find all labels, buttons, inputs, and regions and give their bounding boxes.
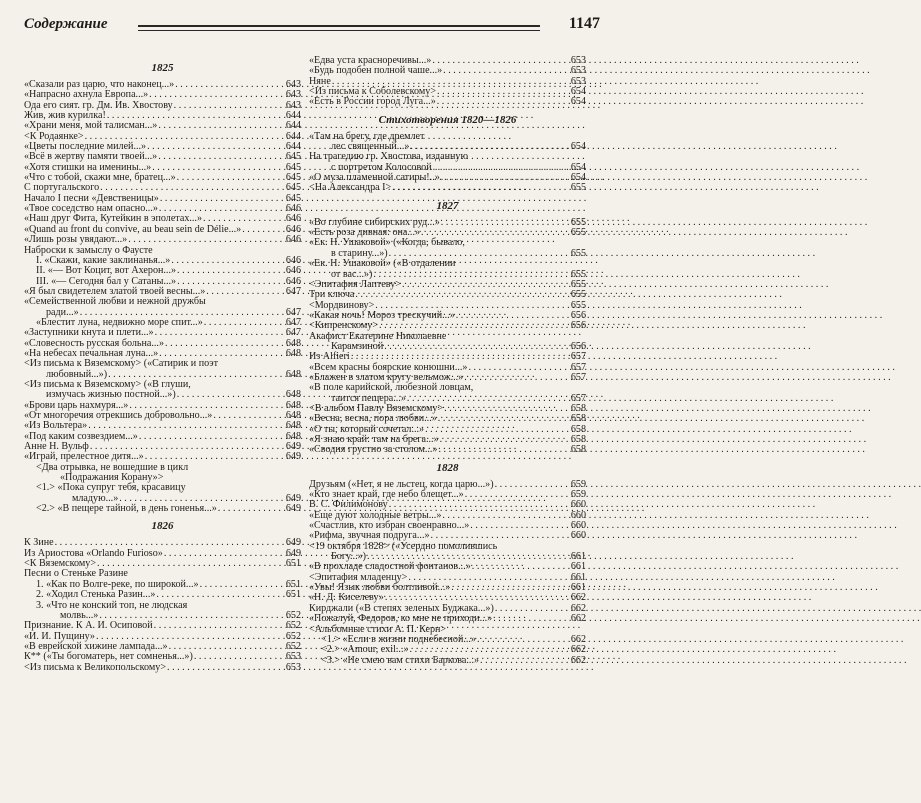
toc-entry-page: 648 — [285, 368, 301, 380]
toc-entry-title: Ода его сият. гр. Дм. Ив. Хвостову — [24, 99, 173, 111]
toc-entry-title: «Сказали раз царю, что наконец...» — [24, 79, 175, 90]
toc-entry-title: «Пожалуй, Федоров, ко мне не приходи...» — [309, 613, 493, 625]
toc-entry-page: 655 — [570, 278, 586, 290]
toc-entry-title: «Какая ночь! Мороз трескучий...» — [309, 309, 455, 321]
dot-leader — [438, 445, 567, 455]
toc-entry-title: «На небесах печальная луна...» — [24, 347, 159, 359]
toc-entry-title: <Из письма к Великопольскому> — [24, 661, 167, 673]
toc-entry-page: 648 — [285, 420, 301, 432]
dot-leader — [154, 621, 282, 631]
toc-entry-title: «Цветы последние милей...» — [24, 141, 147, 153]
toc-entry-page: 646 — [285, 234, 301, 246]
toc-entry-title: <Из письма к Соболевскому> — [309, 86, 437, 98]
toc-entry-page: 652 — [285, 630, 301, 642]
toc-entry-title: <К Родаянке> — [24, 130, 84, 142]
toc-entry-page: 655 — [570, 268, 586, 280]
toc-entry-title: «Quand au front du convive, au beau sein de Délie...» — [24, 223, 242, 235]
toc-entry-title: «Брови царь нахмуря...» — [24, 399, 129, 411]
toc-entry-title: «О ты, который сочетал...» — [309, 423, 425, 435]
toc-entry-title: 1. «Как по Волге-реке, по широкой...» — [36, 578, 199, 590]
toc-entry-page: 654 — [570, 96, 586, 108]
dot-leader — [437, 97, 567, 107]
toc-entry-title: Друзьям («Нет, я не льстец, когда царю...») — [309, 478, 494, 490]
toc-entry-title: молвь...» — [60, 609, 99, 621]
toc-entry-title: «Храни меня, мой талисман...» — [24, 120, 158, 132]
toc-entry-title: «Ек. Н. Ушаковой» («В отдалении — [309, 258, 456, 270]
dot-leader — [464, 373, 567, 383]
toc-entry-page: 660 — [570, 530, 586, 542]
toc-entry-page: 655 — [570, 299, 586, 311]
toc-entry-title: <Два отрывка, не вошедшие в цикл — [36, 461, 189, 473]
toc-entry-page: 657 — [570, 371, 586, 383]
toc-entry[interactable] — [309, 97, 586, 107]
dot-leader — [167, 663, 282, 673]
toc-entry-page: 657 — [570, 392, 586, 404]
toc-entry-page: 646 — [285, 275, 301, 287]
toc-entry[interactable] — [309, 645, 586, 655]
page-number: 1147 — [568, 15, 600, 32]
dot-leader — [218, 504, 282, 514]
toc-entry-title: «Я был свидетелем златой твоей весны...» — [24, 285, 206, 297]
toc-entry-page: 648 — [285, 337, 301, 349]
toc-entry-page: 644 — [285, 141, 301, 153]
toc-entry-title: «В еврейской хижине лампада...» — [24, 640, 168, 652]
toc-entry-page: 644 — [285, 130, 301, 142]
toc-entry-page: 652 — [285, 609, 301, 621]
toc-entry-title: Наброски к замыслу о Фаусте — [24, 244, 153, 256]
toc-entry-title: Из Alfieri — [309, 351, 350, 363]
toc-entry-title: «Есть в России город Луга...» — [309, 96, 436, 108]
toc-entry-page: 656 — [570, 320, 586, 332]
toc-entry-page: 656 — [570, 340, 586, 352]
toc-entry-page: 654 — [570, 172, 586, 184]
toc-entry-page: 648 — [285, 410, 301, 421]
toc-entry[interactable] — [309, 183, 586, 193]
toc-entry-title: таится пещера...» — [331, 392, 406, 404]
toc-entry-page: 649 — [285, 492, 301, 504]
toc-entry-title: <1.> «Пока супруг тебя, красавицу — [36, 482, 186, 494]
toc-entry-title: «Я знаю край: там на брега...» — [309, 434, 439, 445]
toc-entry-page: 644 — [285, 110, 301, 122]
toc-entry[interactable] — [24, 504, 301, 514]
toc-entry-title: «Словесность русская больна...» — [24, 337, 165, 349]
toc-entry-page: 661 — [570, 582, 586, 594]
toc-entry-page: 655 — [570, 216, 586, 228]
toc-entry-title: «Весна, весна, пора любви...» — [309, 413, 437, 425]
header-rule — [138, 25, 540, 31]
toc-entry[interactable] — [24, 297, 301, 307]
toc-entry-title: Кирджали («В степях зеленых Буджака...») — [309, 602, 494, 614]
toc-entry-page: 658 — [570, 434, 586, 445]
toc-entry-page: 651 — [285, 589, 301, 601]
toc-entry-page: 658 — [570, 444, 586, 456]
toc-entry-page: 653 — [570, 75, 586, 87]
dot-leader — [194, 652, 282, 662]
toc-entry-page: 660 — [570, 509, 586, 521]
toc-entry-title: младую...» — [72, 492, 119, 504]
toc-entry-page: 661 — [570, 571, 586, 583]
section-heading: 1827 — [436, 199, 459, 212]
toc-entry-title: <2.> «Amour, exil...» — [321, 644, 409, 656]
toc-entry-title: Акафист Екатерине Николаевне — [309, 330, 447, 342]
toc-entry-title: «Напрасно ахнула Европа...» — [24, 89, 149, 101]
toc-entry-page: 662 — [570, 633, 586, 645]
toc-entry-title: «Что с тобой, скажи мне, братец...» — [24, 172, 176, 184]
toc-entry-title: «Подражания Корану»> — [60, 472, 164, 484]
toc-entry-page: 645 — [285, 151, 301, 163]
toc-entry-title: С португальского — [24, 182, 100, 194]
toc-entry-page: 649 — [285, 503, 301, 515]
toc-entry-page: 645 — [285, 161, 301, 173]
dot-leader — [493, 614, 567, 624]
toc-entry-title: <3.> «Не смею вам стихи Баркова...» — [321, 654, 480, 666]
toc-entry-title: <19 октября 1828> («Усердно помолившись — [309, 540, 498, 552]
section-heading: Стихотворения 1820—1826 — [378, 113, 517, 126]
toc-entry-title: «Играй, прелестное дитя...» — [24, 451, 144, 463]
toc-entry-title: Жив, жив курилка! — [24, 110, 106, 122]
toc-entry-title: «Твое соседство нам опасно...» — [24, 203, 158, 215]
toc-entry-page: 658 — [570, 402, 586, 414]
toc-entry-title: К** («Ты богоматерь, нет сомненья...») — [24, 651, 193, 663]
dot-leader — [206, 287, 282, 297]
toc-entry-page: 646 — [285, 265, 301, 277]
toc-entry-page: 657 — [570, 361, 586, 373]
toc-entry-page: 643 — [285, 99, 301, 111]
toc-entry-title: «Наш друг Фита, Кутейкин в эполетах...» — [24, 213, 202, 225]
toc-entry-title: I. «Скажи, какие заклинанья...» — [36, 254, 171, 266]
toc-entry-title: На трагедию гр. Хвостова, изданную — [309, 151, 469, 163]
toc-entry-page: 658 — [570, 423, 586, 435]
toc-entry-page: 652 — [285, 620, 301, 632]
toc-entry-title: <Из письма к Вяземскому> («В глуши, — [24, 378, 191, 390]
toc-entry-page: 645 — [285, 172, 301, 184]
toc-entry[interactable] — [24, 266, 301, 276]
toc-entry-page: 646 — [285, 254, 301, 266]
toc-entry-title: «Блестит луна, недвижно море спит...» — [36, 316, 203, 328]
toc-entry-page: 662 — [570, 592, 586, 604]
toc-entry-page: 645 — [285, 192, 301, 204]
toc-entry-title: 3. «Что не конский топ, не людская — [36, 599, 188, 611]
toc-entry-title: в старину...») — [331, 247, 388, 259]
toc-entry-title: «Есть роза дивная: она...» — [309, 227, 421, 239]
toc-entry-title: <Альбомные стихи А. П. Керн> — [309, 623, 447, 635]
toc-column-right — [309, 56, 586, 666]
toc-entry-page: 655 — [570, 247, 586, 259]
toc-entry-title: «Всё в жертву памяти твоей...» — [24, 151, 158, 163]
toc-entry[interactable] — [309, 290, 586, 300]
toc-entry-page: 653 — [570, 55, 586, 66]
toc-entry-title: Из Ариостова «Orlando Furioso» — [24, 547, 163, 559]
dot-leader — [156, 590, 282, 600]
toc-entry-title: «Хотя стишки на именины...» — [24, 161, 152, 173]
toc-entry-title: <На Александра I> — [309, 182, 392, 194]
toc-entry-title: Признание. К А. И. Осиповой — [24, 620, 153, 632]
toc-entry[interactable] — [24, 590, 301, 600]
toc-entry-page: 646 — [285, 213, 301, 225]
toc-entry-page: 651 — [285, 578, 301, 590]
toc-entry-page: 656 — [570, 309, 586, 321]
toc-entry-page: 657 — [570, 351, 586, 363]
toc-entry-title: Начало I песни «Девственицы» — [24, 192, 159, 204]
toc-entry-title: Няне — [309, 75, 331, 87]
toc-entry-title: «Н. Д. Киселеву» — [309, 592, 384, 604]
toc-entry-title: «Лишь розы увядают...» — [24, 234, 128, 246]
toc-entry-page: 652 — [285, 640, 301, 652]
toc-entry-title: II. «— Вот Коцит, вот Ахерон...» — [36, 265, 177, 277]
toc-entry[interactable] — [24, 652, 301, 662]
toc-entry-title: <2.> «В пещере тайной, в день гоненья...» — [36, 503, 217, 515]
toc-entry-page: 648 — [285, 399, 301, 411]
toc-entry-title: «Семейственной любви и нежной дружбы — [24, 296, 206, 308]
section-heading: 1825 — [151, 62, 174, 74]
toc-entry-title: <Эпитафия младенцу> — [309, 571, 408, 583]
toc-entry-page: 659 — [570, 489, 586, 501]
dot-leader — [177, 266, 282, 276]
toc-entry[interactable] — [309, 321, 586, 331]
toc-entry-page: 655 — [570, 182, 586, 194]
toc-entry-page: 662 — [570, 654, 586, 666]
toc-entry-title: 2. «Ходил Стенька Разин...» — [36, 589, 156, 601]
running-head — [24, 10, 600, 40]
toc-entry[interactable] — [24, 235, 301, 245]
toc-entry-page: 643 — [285, 89, 301, 101]
toc-entry-page: 654 — [570, 141, 586, 153]
toc-entry-title: К Зине — [24, 537, 54, 549]
toc-entry-page: 662 — [570, 613, 586, 625]
toc-entry-title: «Увы! Язык любви болтливой...» — [309, 582, 451, 594]
toc-entry-title: «Ек. Н. Ушаковой» («Когда, бывало, — [309, 237, 465, 249]
toc-entry-title: лес священный...» — [331, 141, 410, 153]
toc-entry-page: 649 — [285, 451, 301, 463]
dot-leader — [392, 183, 567, 193]
toc-entry-page: 662 — [570, 602, 586, 614]
toc-entry-title: «Под каким созвездием...» — [24, 430, 138, 442]
section-heading: 1828 — [436, 461, 459, 474]
toc-entry-page: 648 — [285, 389, 301, 401]
toc-entry-page: 658 — [570, 413, 586, 425]
toc-entry-title: Песни о Стеньке Разине — [24, 568, 128, 580]
dot-leader — [379, 321, 567, 331]
toc-entry-title: «Всем красны боярские конюшни...» — [309, 361, 468, 373]
toc-entry-title: «Сводня грустно за столом...» — [309, 444, 438, 456]
toc-entry-title: «И. И. Пущину» — [24, 630, 95, 642]
toc-entry-title: «О муза пламенной сатиры!..» — [309, 172, 440, 184]
dot-leader — [410, 645, 567, 655]
toc-entry-title: <Кипренскому> — [309, 320, 379, 332]
toc-entry-title: «Еще дуют холодные ветры...» — [309, 509, 442, 521]
toc-entry[interactable] — [309, 259, 586, 269]
toc-entry-title: «От многоречия отрекшись добровольно...» — [24, 410, 213, 421]
toc-entry-title: «Там на брегу, где дремлет — [309, 130, 425, 142]
toc-entry-title: III. «— Сегодня бал у Сатаны...» — [36, 275, 177, 287]
toc-entry-page: 647 — [285, 327, 301, 339]
toc-entry-page: 645 — [285, 182, 301, 194]
toc-entry-title: <К Вяземскому> — [24, 558, 97, 570]
toc-entry-title: <Мордвинову> — [309, 299, 375, 311]
toc-entry-title: «Во глубине сибирских руд...» — [309, 216, 440, 228]
toc-entry-page: 653 — [570, 65, 586, 77]
toc-entry-page: 655 — [570, 289, 586, 301]
toc-entry-title: «Кто знает край, где небо блещет...» — [309, 489, 464, 501]
toc-entry-title: от вас...») — [331, 268, 373, 280]
toc-entry-page: 655 — [570, 227, 586, 239]
toc-entry-title: Три ключа — [309, 289, 355, 301]
toc-entry-page: 648 — [285, 430, 301, 442]
toc-entry-title: <1.> «Если в жизни поднебесной...» — [321, 633, 476, 645]
toc-entry-title: «В прохладе сладостной фонтанов...» — [309, 561, 471, 573]
toc-entry-page: 660 — [570, 520, 586, 532]
toc-entry-page: 662 — [570, 644, 586, 656]
toc-entry-title: Карамзиной — [331, 340, 384, 352]
toc-entry-page: 649 — [285, 547, 301, 559]
toc-entry-page: 654 — [570, 161, 586, 173]
toc-entry-title: измучась жизнью постной...») — [46, 389, 176, 401]
section-heading: 1826 — [151, 520, 174, 533]
toc-entry[interactable] — [309, 656, 586, 666]
dot-leader — [355, 290, 567, 300]
toc-entry-title: Анне Н. Вульф — [24, 441, 89, 453]
toc-entry-title: с портретом Колосовой — [331, 161, 432, 173]
toc-entry-title: любовный...») — [46, 368, 108, 380]
toc-entry-title: <В альбом Павлу Вяземскому> — [309, 402, 444, 414]
toc-entry-title: ради...» — [46, 306, 79, 318]
toc-entry-page: 646 — [285, 223, 301, 235]
toc-entry-page: 649 — [285, 441, 301, 453]
toc-entry[interactable] — [309, 445, 586, 455]
dot-leader — [128, 235, 282, 245]
toc-entry-page: 648 — [285, 347, 301, 359]
dot-leader — [480, 656, 567, 666]
toc-entry-page: 653 — [285, 651, 301, 663]
toc-entry-page: 647 — [285, 306, 301, 318]
toc-entry[interactable] — [24, 663, 301, 673]
toc-entry[interactable] — [24, 621, 301, 631]
toc-entry-page: 659 — [570, 478, 586, 490]
toc-entry-page: 654 — [570, 86, 586, 98]
toc-entry-page: 647 — [285, 285, 301, 297]
toc-entry-page: 643 — [285, 79, 301, 90]
toc-entry-title: «Заступники кнута и плети...» — [24, 327, 154, 339]
toc-column-left — [24, 56, 301, 673]
toc-entry-title: «Едва уста красноречивы...» — [309, 55, 432, 66]
page-header-title: Содержание — [24, 16, 108, 32]
toc-entry-title: <Из письма к Вяземскому> («Сатирик и поэт — [24, 358, 219, 370]
toc-entry-title: В. С. Филимонову — [309, 499, 388, 511]
toc-entry-title: «Счастлив, кто избран своенравно...» — [309, 520, 470, 532]
toc-entry-title: <Эпитафия Лаптеву> — [309, 278, 401, 290]
toc-entry-title: Богу...») — [331, 551, 366, 563]
toc-entry-page: 651 — [285, 558, 301, 570]
toc-entry-page: 660 — [570, 499, 586, 511]
toc-entry-title: «В поле карийской, любезной ловцам, — [309, 382, 474, 394]
toc-entry-title: «Блажен в златом кругу вельмож...» — [309, 371, 464, 383]
toc-entry-page: 647 — [285, 316, 301, 328]
toc-entry-page: 646 — [285, 203, 301, 215]
toc-entry-page: 649 — [285, 537, 301, 549]
toc-entry-page: 644 — [285, 120, 301, 132]
toc-entry-page: 661 — [570, 561, 586, 573]
toc-entry[interactable] — [309, 614, 586, 624]
toc-entry-page: 661 — [570, 551, 586, 563]
toc-entry-title: «Рифма, звучная подруга...» — [309, 530, 430, 542]
toc-entry-title: «Из Вольтера» — [24, 420, 88, 432]
toc-entry-title: «Будь подобен полной чаше...» — [309, 65, 443, 77]
toc-entry-page: 653 — [285, 661, 301, 673]
